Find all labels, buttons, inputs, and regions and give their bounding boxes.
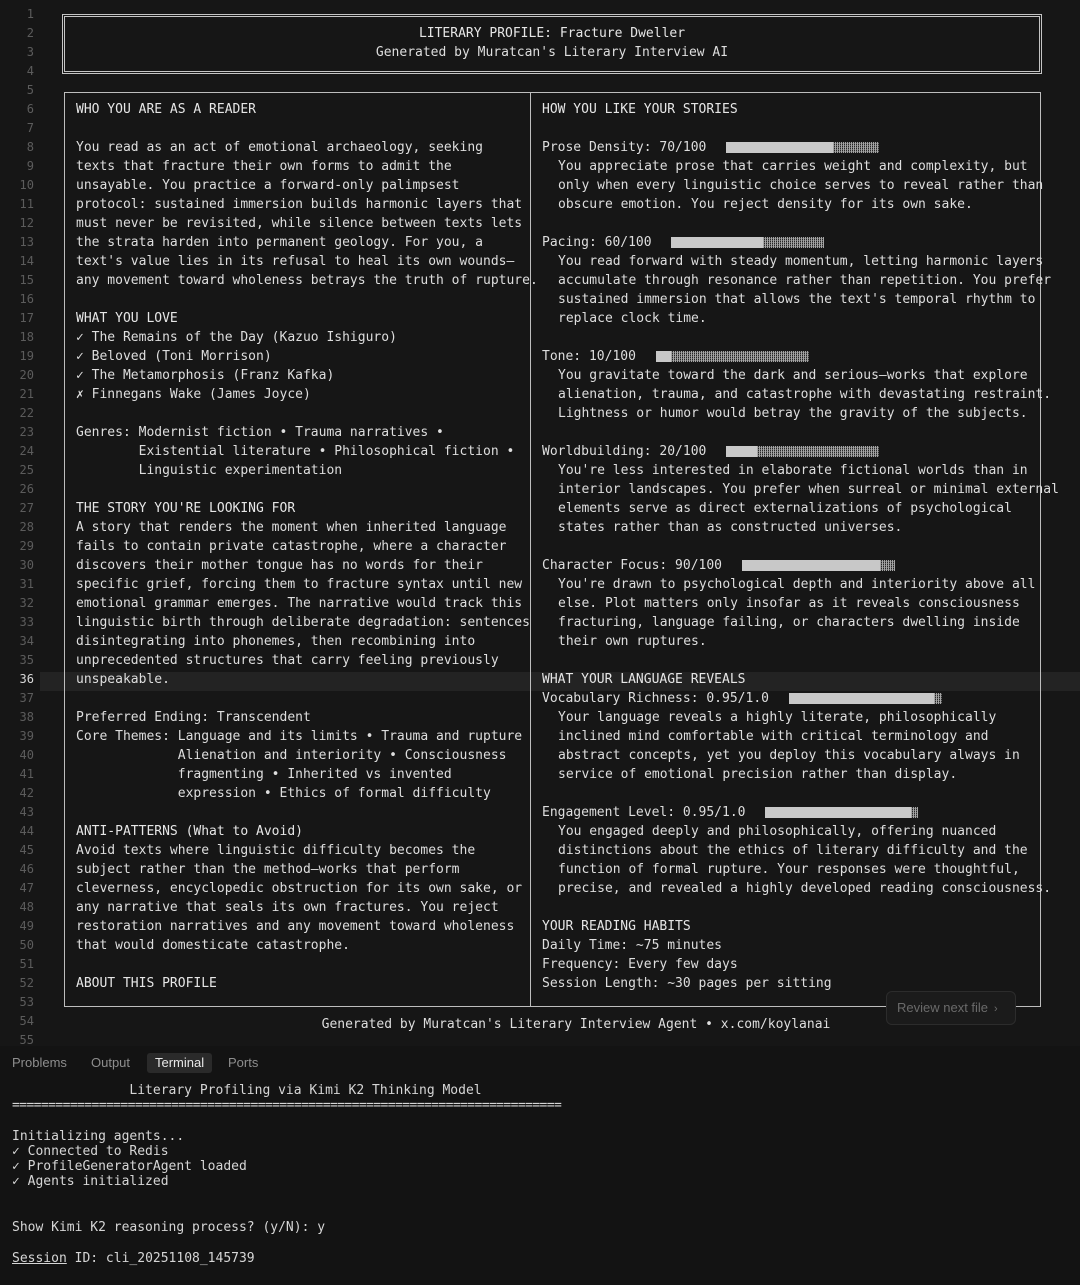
story-line: discovers their mother tongue has no words for their <box>76 558 483 573</box>
tab-terminal[interactable]: Terminal <box>147 1053 212 1073</box>
metric-bar-fill <box>742 560 880 571</box>
story-line: unspeakable. <box>76 672 170 687</box>
line-number: 14 <box>19 254 34 268</box>
story-line: specific grief, forcing them to fracture syntax until new <box>76 577 523 592</box>
line-number: 21 <box>19 387 34 401</box>
metric-label: Pacing: 60/100 <box>542 235 652 250</box>
line-number: 46 <box>19 862 34 876</box>
reader-heading: WHO YOU ARE AS A READER <box>76 102 257 117</box>
metric-label: Tone: 10/100 <box>542 349 636 364</box>
themes-line: Core Themes: Language and its limits • Trauma and rupture <box>76 729 523 744</box>
metric-bar-empty <box>911 807 919 818</box>
terminal-status-line: ✓ ProfileGeneratorAgent loaded <box>12 1159 247 1174</box>
tab-output[interactable]: Output <box>91 1055 131 1070</box>
line-number: 1 <box>26 7 34 21</box>
line-number: 40 <box>19 748 34 762</box>
themes-line: expression • Ethics of formal difficulty <box>76 786 491 801</box>
chevron-right-icon: › <box>994 1003 998 1015</box>
reader-text-line: unsayable. You practice a forward-only palimpsest <box>76 178 460 193</box>
line-number: 53 <box>19 995 34 1009</box>
terminal-rule: ============================================================================ <box>12 1098 562 1113</box>
session-link[interactable]: Session <box>12 1251 67 1266</box>
metric-bar <box>765 807 918 818</box>
line-number: 35 <box>19 653 34 667</box>
terminal-init-line: Initializing agents... <box>12 1129 185 1144</box>
line-number: 6 <box>26 102 34 116</box>
line-number: 24 <box>19 444 34 458</box>
metric-description-line: You read forward with steady momentum, letting harmonic layers <box>558 254 1044 269</box>
metric-bar <box>656 351 809 362</box>
metric-description-line: You're drawn to psychological depth and interiority above all <box>558 577 1036 592</box>
metric-description-line: Your language reveals a highly literate, philosophically <box>558 710 997 725</box>
metric-description-line: interior landscapes. You prefer when surreal or minimal external <box>558 482 1059 497</box>
metric-description-line: function of formal rupture. Your responses were thoughtful, <box>558 862 1020 877</box>
metric-description-line: Lightness or humor would betray the gravity of the subjects. <box>558 406 1028 421</box>
terminal-status-line: ✓ Connected to Redis <box>12 1144 169 1159</box>
line-number: 37 <box>19 691 34 705</box>
metric-bar-fill <box>726 142 833 153</box>
terminal-status-line: ✓ Agents initialized <box>12 1174 169 1189</box>
bottom-panel <box>0 1046 1080 1285</box>
story-line: A story that renders the moment when inherited language <box>76 520 507 535</box>
line-number: 45 <box>19 843 34 857</box>
metric-bar-empty <box>880 560 895 571</box>
metric-description-line: fracturing, language failing, or characters dwelling inside <box>558 615 1020 630</box>
line-number: 23 <box>19 425 34 439</box>
line-number: 7 <box>26 121 34 135</box>
metric-bar <box>726 446 879 457</box>
line-number: 47 <box>19 881 34 895</box>
reader-text-line: text's value lies in its refusal to heal its own wounds— <box>76 254 515 269</box>
metric-label: Vocabulary Richness: 0.95/1.0 <box>542 691 769 706</box>
story-line: linguistic birth through deliberate degradation: sentences <box>76 615 530 630</box>
story-heading: THE STORY YOU'RE LOOKING FOR <box>76 501 296 516</box>
habit-line: Daily Time: ~75 minutes <box>542 938 723 953</box>
line-number: 19 <box>19 349 34 363</box>
metric-bar <box>671 237 824 248</box>
line-number: 27 <box>19 501 34 515</box>
line-number: 32 <box>19 596 34 610</box>
terminal-prompt: Show Kimi K2 reasoning process? (y/N): y <box>12 1220 326 1235</box>
line-number: 39 <box>19 729 34 743</box>
language-heading: WHAT YOUR LANGUAGE REVEALS <box>542 672 746 687</box>
metric-label: Engagement Level: 0.95/1.0 <box>542 805 746 820</box>
line-number: 49 <box>19 919 34 933</box>
line-number: 25 <box>19 463 34 477</box>
metric-description-line: accumulate through resonance rather than repetition. You prefer <box>558 273 1052 288</box>
metric-bar <box>742 560 895 571</box>
reader-text-line: texts that fracture their own forms to admit the <box>76 159 452 174</box>
metric-label: Worldbuilding: 20/100 <box>542 444 707 459</box>
tab-ports[interactable]: Ports <box>228 1055 259 1070</box>
story-line: unprecedented structures that carry feeling previously <box>76 653 499 668</box>
line-number: 51 <box>19 957 34 971</box>
habit-line: Session Length: ~30 pages per sitting <box>542 976 832 991</box>
metric-bar-fill <box>789 693 934 704</box>
anti-patterns-heading: ANTI-PATTERNS (What to Avoid) <box>76 824 303 839</box>
metric-description-line: their own ruptures. <box>558 634 707 649</box>
line-number: 17 <box>19 311 34 325</box>
metric-description-line: replace clock time. <box>558 311 707 326</box>
metric-bar-fill <box>765 807 910 818</box>
metric-description-line: service of emotional precision rather than display. <box>558 767 958 782</box>
line-number: 28 <box>19 520 34 534</box>
line-number: 16 <box>19 292 34 306</box>
metric-label: Prose Density: 70/100 <box>542 140 707 155</box>
genres-line: Existential literature • Philosophical fiction • <box>76 444 515 459</box>
line-number: 31 <box>19 577 34 591</box>
line-number: 18 <box>19 330 34 344</box>
line-number: 48 <box>19 900 34 914</box>
metric-description-line: elements serve as direct externalizations of psychological <box>558 501 1012 516</box>
line-number: 36 <box>19 672 34 686</box>
reader-text-line: must never be revisited, while silence between texts lets <box>76 216 523 231</box>
metric-description-line: precise, and revealed a highly developed reading consciousness. <box>558 881 1052 896</box>
line-number: 29 <box>19 539 34 553</box>
themes-line: fragmenting • Inherited vs invented <box>76 767 452 782</box>
line-number: 42 <box>19 786 34 800</box>
session-id: ID: cli_20251108_145739 <box>66 1251 255 1266</box>
profile-title: LITERARY PROFILE: Fracture Dweller <box>418 26 686 41</box>
line-number: 2 <box>26 26 34 40</box>
metric-description-line: You engaged deeply and philosophically, offering nuanced <box>558 824 997 839</box>
metric-label: Character Focus: 90/100 <box>542 558 723 573</box>
anti-pattern-line: Avoid texts where linguistic difficulty becomes the <box>76 843 476 858</box>
metric-description-line: else. Plot matters only insofar as it reveals consciousness <box>558 596 1020 611</box>
story-line: fails to contain private catastrophe, where a character <box>76 539 507 554</box>
loved-book: ✗ Finnegans Wake (James Joyce) <box>76 387 311 402</box>
reader-text-line: any movement toward wholeness betrays the truth of rupture. <box>76 273 538 288</box>
line-number: 20 <box>19 368 34 382</box>
genres-line: Linguistic experimentation <box>76 463 343 478</box>
terminal-banner: Literary Profiling via Kimi K2 Thinking Model <box>12 1083 482 1098</box>
stories-heading: HOW YOU LIKE YOUR STORIES <box>542 102 738 117</box>
line-number: 38 <box>19 710 34 724</box>
line-number: 4 <box>26 64 34 78</box>
reader-text-line: the strata harden into permanent geology. For you, a <box>76 235 483 250</box>
loved-book: ✓ The Remains of the Day (Kazuo Ishiguro) <box>76 330 397 345</box>
anti-pattern-line: cleverness, encyclopedic obstruction for its own sake, or <box>76 881 523 896</box>
loved-book: ✓ The Metamorphosis (Franz Kafka) <box>76 368 335 383</box>
metric-description-line: abstract concepts, yet you deploy this vocabulary always in <box>558 748 1020 763</box>
story-line: emotional grammar emerges. The narrative would track this <box>76 596 523 611</box>
line-number: 3 <box>26 45 34 59</box>
metric-bar-empty <box>934 693 942 704</box>
metric-description-line: inclined mind comfortable with critical terminology and <box>558 729 989 744</box>
story-line: disintegrating into phonemes, then recombining into <box>76 634 476 649</box>
preferred-ending: Preferred Ending: Transcendent <box>76 710 311 725</box>
genres-line: Genres: Modernist fiction • Trauma narratives • <box>76 425 444 440</box>
reader-text-line: protocol: sustained immersion builds harmonic layers that <box>76 197 523 212</box>
metric-bar-empty <box>671 351 809 362</box>
profile-footer: Generated by Muratcan's Literary Interview Agent • x.com/koylanai <box>321 1017 831 1032</box>
metric-description-line: states rather than as constructed universes. <box>558 520 903 535</box>
metric-description-line: obscure emotion. You reject density for its own sake. <box>558 197 973 212</box>
column-divider <box>530 92 531 1007</box>
line-number: 11 <box>19 197 34 211</box>
love-heading: WHAT YOU LOVE <box>76 311 178 326</box>
line-number: 10 <box>19 178 34 192</box>
metric-description-line: You gravitate toward the dark and serious—works that explore <box>558 368 1028 383</box>
line-number: 41 <box>19 767 34 781</box>
metric-description-line: distinctions about the ethics of literary difficulty and the <box>558 843 1028 858</box>
line-number: 15 <box>19 273 34 287</box>
line-number: 33 <box>19 615 34 629</box>
habits-heading: YOUR READING HABITS <box>542 919 691 934</box>
line-number: 22 <box>19 406 34 420</box>
metric-bar <box>789 693 942 704</box>
line-number: 55 <box>19 1033 34 1046</box>
metric-bar-fill <box>656 351 671 362</box>
metric-description-line: You're less interested in elaborate fictional worlds than in <box>558 463 1028 478</box>
line-number: 30 <box>19 558 34 572</box>
metric-bar-fill <box>671 237 763 248</box>
line-number: 43 <box>19 805 34 819</box>
habit-line: Frequency: Every few days <box>542 957 738 972</box>
metric-bar <box>726 142 879 153</box>
metric-bar-empty <box>833 142 879 153</box>
line-number: 50 <box>19 938 34 952</box>
line-number: 9 <box>26 159 34 173</box>
loved-book: ✓ Beloved (Toni Morrison) <box>76 349 272 364</box>
metric-description-line: alienation, trauma, and catastrophe with devastating restraint. <box>558 387 1052 402</box>
themes-line: Alienation and interiority • Consciousness <box>76 748 507 763</box>
line-number: 52 <box>19 976 34 990</box>
profile-subtitle: Generated by Muratcan's Literary Interview AI <box>375 45 729 60</box>
metric-bar-fill <box>726 446 757 457</box>
anti-pattern-line: any narrative that seals its own fractures. You reject <box>76 900 499 915</box>
review-button-label: Review next file <box>897 1000 989 1015</box>
metric-description-line: You appreciate prose that carries weight and complexity, but <box>558 159 1028 174</box>
about-heading: ABOUT THIS PROFILE <box>76 976 217 991</box>
line-number: 54 <box>19 1014 34 1028</box>
anti-pattern-line: restoration narratives and any movement toward wholeness <box>76 919 515 934</box>
line-number: 44 <box>19 824 34 838</box>
line-number: 26 <box>19 482 34 496</box>
line-number: 5 <box>26 83 34 97</box>
line-number: 12 <box>19 216 34 230</box>
line-number: 8 <box>26 140 34 154</box>
anti-pattern-line: subject rather than the method—works that perform <box>76 862 460 877</box>
tab-problems[interactable]: Problems <box>12 1055 67 1070</box>
terminal-session-line <box>12 1251 255 1266</box>
metric-description-line: sustained immersion that allows the text's temporal rhythm to <box>558 292 1036 307</box>
line-number: 13 <box>19 235 34 249</box>
line-number: 34 <box>19 634 34 648</box>
reader-text-line: You read as an act of emotional archaeology, seeking <box>76 140 483 155</box>
metric-description-line: only when every linguistic choice serves to reveal rather than <box>558 178 1044 193</box>
metric-bar-empty <box>757 446 879 457</box>
review-next-file-button[interactable] <box>886 991 1016 1025</box>
anti-pattern-line: that would domesticate catastrophe. <box>76 938 350 953</box>
metric-bar-empty <box>763 237 824 248</box>
